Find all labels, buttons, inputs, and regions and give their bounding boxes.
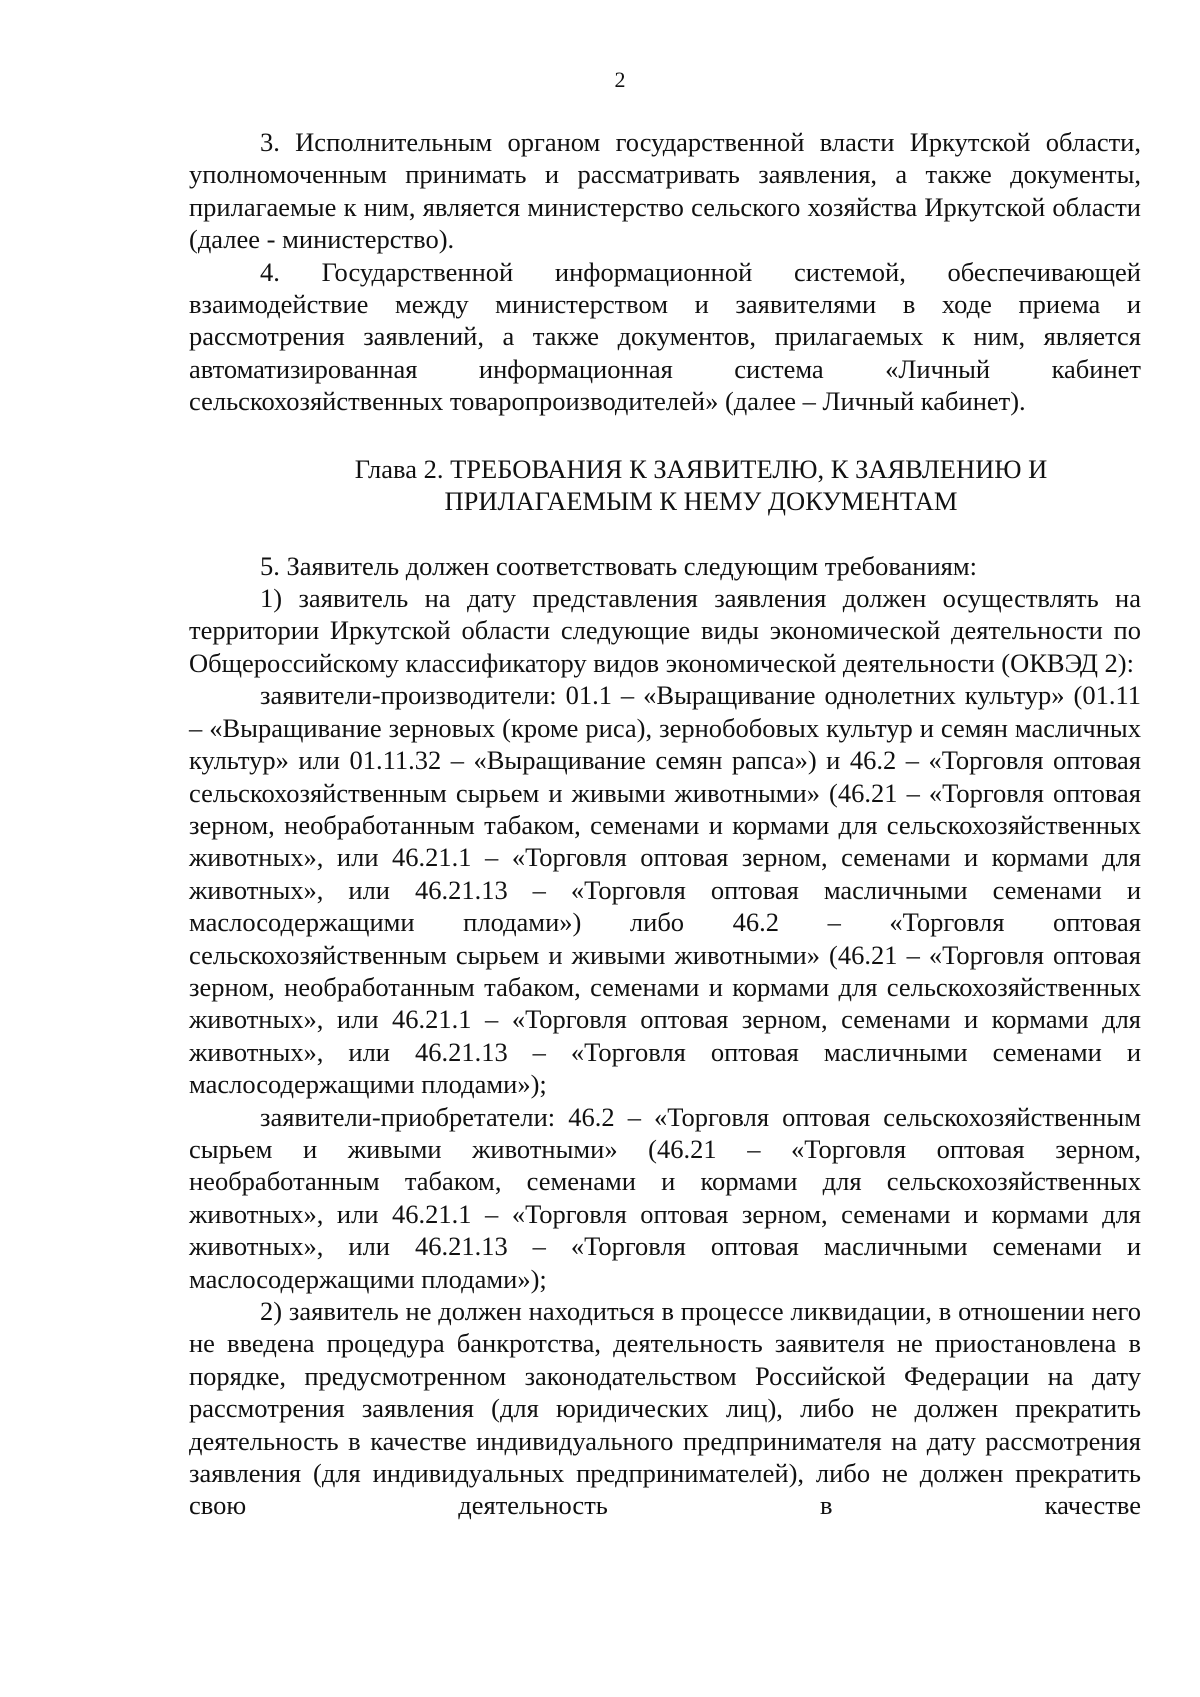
- document-body: [189, 126, 1141, 1522]
- paragraph-3: 3. Исполнительным органом государственной власти Иркутской области, уполномоченным принимать и рассматривать заявления, а также документы, прилагаемые к ним, является министерство сельского хозяйства Иркутской области (далее - министерство).: [189, 127, 1141, 255]
- paragraph-5-2: 2) заявитель не должен находиться в процессе ликвидации, в отношении него не введена процедура банкротства, деятельность заявителя не приостановлена в порядке, предусмотренном законодательством Российской Федерации на дату рассмотрения заявления (для юридических лиц), либо не должен прекратить деятельность в качестве индивидуального предпринимателя на дату рассмотрения заявления (для индивидуальных предпринимателей), либо не должен прекратить свою деятельность в качестве: [189, 1296, 1141, 1521]
- paragraph-producers: заявители-производители: 01.1 – «Выращивание однолетних культур» (01.11 – «Выращивание зерновых (кроме риса), зернобобовых культур и семян масличных культур» или 01.11.32 – «Выращивание семян рапса») и 46.2 – «Торговля оптовая сельскохозяйственным сырьем и живыми животными» (46.21 – «Торговля оптовая зерном, необработанным табаком, семенами и кормами для сельскохозяйственных животных», или 46.21.1 – «Торговля оптовая зерном, семенами и кормами для животных», или 46.21.13 – «Торговля оптовая масличными семенами и маслосодержащими плодами») либо 46.2 – «Торговля оптовая сельскохозяйственным сырьем и живыми животными» (46.21 – «Торговля оптовая зерном, необработанным табаком, семенами и кормами для сельскохозяйственных животных», или 46.21.1 – «Торговля оптовая зерном, семенами и кормами для животных», или 46.21.13 – «Торговля оптовая масличными семенами и маслосодержащими плодами»);: [189, 680, 1141, 1100]
- chapter-heading-line-1: Глава 2. ТРЕБОВАНИЯ К ЗАЯВИТЕЛЮ, К ЗАЯВЛЕНИЮ И: [354, 453, 1048, 484]
- chapter-heading-line-2: ПРИЛАГАЕМЫМ К НЕМУ ДОКУМЕНТАМ: [444, 485, 958, 516]
- page-number: 2: [614, 67, 626, 92]
- paragraph-acquirers: заявители-приобретатели: 46.2 – «Торговля оптовая сельскохозяйственным сырьем и живыми животными» (46.21 – «Торговля оптовая зерном, необработанным табаком, семенами и кормами для сельскохозяйственных животных», или 46.21.1 – «Торговля оптовая зерном, семенами и кормами для животных», или 46.21.13 – «Торговля оптовая масличными семенами и маслосодержащими плодами»);: [189, 1101, 1141, 1294]
- paragraph-4: 4. Государственной информационной системой, обеспечивающей взаимодействие между министерством и заявителями в ходе приема и рассмотрения заявлений, а также документов, прилагаемых к ним, является автоматизированная информационная система «Личный кабинет сельскохозяйственных товаропроизводителей» (далее – Личный кабинет).: [189, 256, 1141, 417]
- paragraph-5: 5. Заявитель должен соответствовать следующим требованиям:: [260, 550, 977, 581]
- paragraph-5-1: 1) заявитель на дату представления заявления должен осуществлять на территории Иркутской области следующие виды экономической деятельности по Общероссийскому классификатору видов экономической деятельности (ОКВЭД 2):: [189, 583, 1141, 678]
- chapter-heading: [189, 453, 1141, 517]
